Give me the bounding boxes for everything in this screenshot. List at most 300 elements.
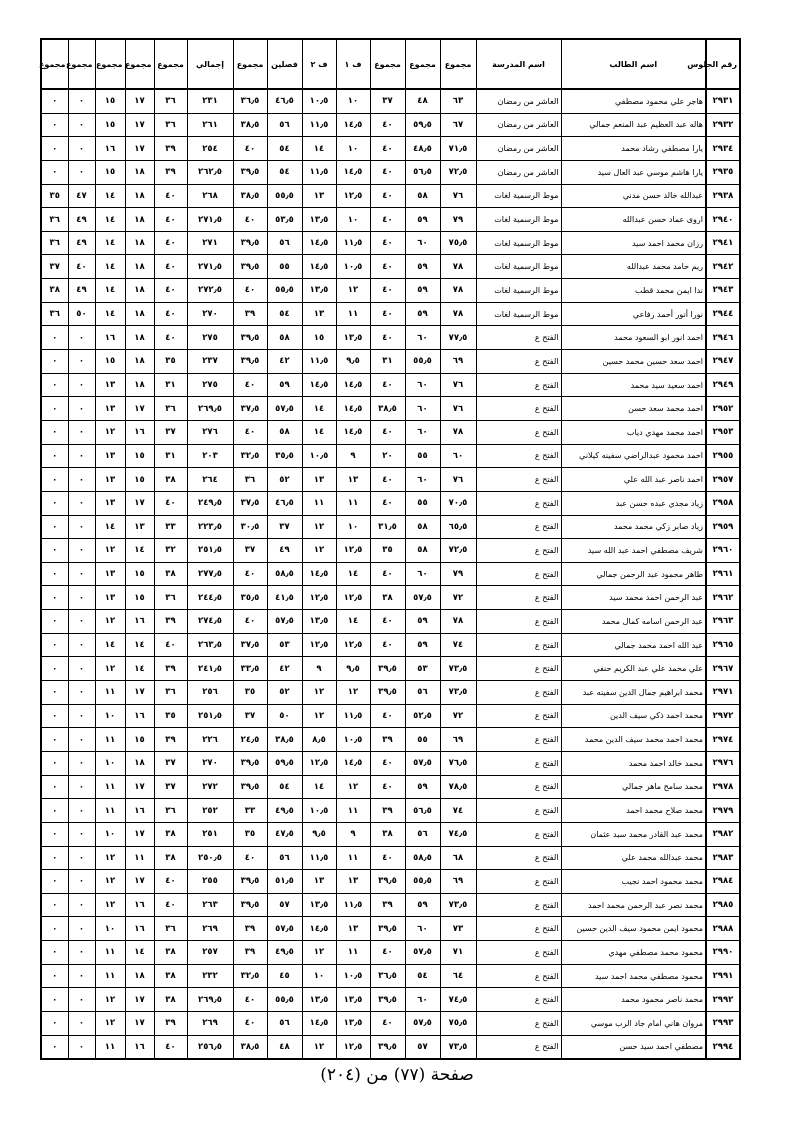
- term-1-cell: ١٤: [336, 562, 370, 586]
- total-9-cell: ٠: [41, 610, 68, 634]
- total-2-cell: ٥٩: [405, 255, 440, 279]
- total-5-cell: ٣٨: [154, 468, 187, 492]
- student-name-cell: احمد محمد مهدي دياب: [561, 420, 706, 444]
- table-row: [41, 728, 740, 752]
- total-7-cell: ١٢: [95, 539, 125, 563]
- two-terms-cell: ٥٣: [267, 633, 302, 657]
- term-1-cell: ١٠٫٥: [336, 964, 370, 988]
- total-2-cell: ٥٧٫٥: [405, 941, 440, 965]
- total-2-cell: ٥٦: [405, 681, 440, 705]
- total-9-cell: ٠: [41, 468, 68, 492]
- seat-number-cell: ٢٩٧١: [706, 681, 740, 705]
- school-name-cell: موط الرسمية لغات: [476, 279, 561, 303]
- term-1-cell: ١٢٫٥: [336, 184, 370, 208]
- grand-total-cell: ٢٣٧: [187, 350, 233, 374]
- total-1-cell: ٧١: [440, 941, 476, 965]
- term-2-cell: ١٠٫٥: [302, 89, 336, 113]
- total-5-cell: ٣٥: [154, 350, 187, 374]
- term-1-cell: ١٣٫٥: [336, 988, 370, 1012]
- two-terms-cell: ٥٥: [267, 255, 302, 279]
- total-6-cell: ١٨: [125, 373, 154, 397]
- student-name-cell: عبد الرحمن احمد محمد سيد: [561, 586, 706, 610]
- total-2-cell: ٥٣: [405, 657, 440, 681]
- term-2-cell: ١٣٫٥: [302, 988, 336, 1012]
- seat-number-cell: ٢٩٥٩: [706, 515, 740, 539]
- header-seat-number: رقم الجلوس: [706, 39, 740, 89]
- total-7-cell: ١١: [95, 775, 125, 799]
- total-3-cell: ٣١٫٥: [370, 515, 405, 539]
- table-row: [41, 539, 740, 563]
- total-7-cell: ١٤: [95, 184, 125, 208]
- total-8-cell: ٠: [68, 1035, 95, 1059]
- total-4-cell: ٣٦٫٥: [233, 89, 267, 113]
- two-terms-cell: ٥٣٫٥: [267, 208, 302, 232]
- term-2-cell: ١٠٫٥: [302, 799, 336, 823]
- total-6-cell: ١٨: [125, 208, 154, 232]
- grand-total-cell: ٢٥٦٫٥: [187, 1035, 233, 1059]
- term-2-cell: ١٢: [302, 704, 336, 728]
- total-4-cell: ٣٨٫٥: [233, 184, 267, 208]
- term-2-cell: ١٤٫٥: [302, 917, 336, 941]
- total-1-cell: ٦٧: [440, 113, 476, 137]
- table-row: [41, 420, 740, 444]
- total-6-cell: ١٦: [125, 917, 154, 941]
- total-9-cell: ٣٥: [41, 184, 68, 208]
- table-row: [41, 1035, 740, 1059]
- total-5-cell: ٣٦: [154, 113, 187, 137]
- student-name-cell: محمد ابراهيم جمال الدين سفينه عبد: [561, 681, 706, 705]
- total-2-cell: ٦٠: [405, 988, 440, 1012]
- header-total-6: مجموع: [125, 39, 154, 89]
- total-9-cell: ٠: [41, 515, 68, 539]
- term-1-cell: ١١٫٥: [336, 231, 370, 255]
- total-7-cell: ١١: [95, 941, 125, 965]
- total-9-cell: ٠: [41, 846, 68, 870]
- school-name-cell: الفتح ع: [476, 468, 561, 492]
- total-4-cell: ٣٩: [233, 302, 267, 326]
- two-terms-cell: ٤٥: [267, 964, 302, 988]
- total-5-cell: ٤٠: [154, 184, 187, 208]
- total-8-cell: ٠: [68, 917, 95, 941]
- total-8-cell: ٠: [68, 775, 95, 799]
- school-name-cell: الفتح ع: [476, 539, 561, 563]
- seat-number-cell: ٢٩٩٣: [706, 1011, 740, 1035]
- grand-total-cell: ٢٧٠: [187, 302, 233, 326]
- total-3-cell: ٣٨: [370, 586, 405, 610]
- two-terms-cell: ٥٨٫٥: [267, 562, 302, 586]
- table-row: [41, 751, 740, 775]
- total-5-cell: ٤٠: [154, 893, 187, 917]
- total-6-cell: ١٦: [125, 610, 154, 634]
- total-1-cell: ٧٨: [440, 302, 476, 326]
- seat-number-cell: ٢٩٤٣: [706, 279, 740, 303]
- total-3-cell: ٤٠: [370, 941, 405, 965]
- total-6-cell: ١٦: [125, 893, 154, 917]
- total-6-cell: ١٧: [125, 775, 154, 799]
- school-name-cell: الفتح ع: [476, 515, 561, 539]
- two-terms-cell: ٥٧٫٥: [267, 917, 302, 941]
- total-4-cell: ٤٠: [233, 1011, 267, 1035]
- total-6-cell: ١٥: [125, 444, 154, 468]
- table-row: [41, 846, 740, 870]
- total-6-cell: ١٧: [125, 113, 154, 137]
- student-name-cell: احمد سعد حسين محمد حسين: [561, 350, 706, 374]
- header-total-8: مجموع: [68, 39, 95, 89]
- total-7-cell: ١٦: [95, 137, 125, 161]
- table-row: [41, 822, 740, 846]
- total-6-cell: ١٥: [125, 586, 154, 610]
- total-3-cell: ٤٠: [370, 160, 405, 184]
- total-3-cell: ٣٧: [370, 89, 405, 113]
- school-name-cell: الفتح ع: [476, 491, 561, 515]
- total-4-cell: ٤٠: [233, 562, 267, 586]
- total-9-cell: ٣٧: [41, 255, 68, 279]
- total-9-cell: ٠: [41, 397, 68, 421]
- total-1-cell: ٧٢٫٥: [440, 539, 476, 563]
- two-terms-cell: ٣٨٫٥: [267, 728, 302, 752]
- total-8-cell: ٤٩: [68, 279, 95, 303]
- total-8-cell: ٠: [68, 444, 95, 468]
- term-2-cell: ١٢٫٥: [302, 633, 336, 657]
- two-terms-cell: ٤٨: [267, 1035, 302, 1059]
- total-5-cell: ٣٨: [154, 562, 187, 586]
- grand-total-cell: ٢٧٢: [187, 775, 233, 799]
- grand-total-cell: ٢٥٦: [187, 681, 233, 705]
- total-7-cell: ١٣: [95, 468, 125, 492]
- student-name-cell: احمد انور ابو السعود محمد: [561, 326, 706, 350]
- total-1-cell: ٦٩: [440, 728, 476, 752]
- total-5-cell: ٣٩: [154, 610, 187, 634]
- grand-total-cell: ٢٧٥: [187, 373, 233, 397]
- term-1-cell: ١٢٫٥: [336, 633, 370, 657]
- school-name-cell: الفتح ع: [476, 917, 561, 941]
- total-3-cell: ٤٠: [370, 279, 405, 303]
- total-3-cell: ٤٠: [370, 1011, 405, 1035]
- two-terms-cell: ٥٢: [267, 681, 302, 705]
- total-2-cell: ٥٦: [405, 822, 440, 846]
- school-name-cell: الفتح ع: [476, 964, 561, 988]
- grand-total-cell: ٢٦٩٫٥: [187, 397, 233, 421]
- grand-total-cell: ٢٦٣: [187, 893, 233, 917]
- total-6-cell: ١٧: [125, 681, 154, 705]
- school-name-cell: الفتح ع: [476, 893, 561, 917]
- total-9-cell: ٠: [41, 822, 68, 846]
- total-6-cell: ١٧: [125, 870, 154, 894]
- grand-total-cell: ٢٦١: [187, 113, 233, 137]
- total-1-cell: ٧٨: [440, 279, 476, 303]
- seat-number-cell: ٢٩٣٤: [706, 137, 740, 161]
- total-9-cell: ٠: [41, 420, 68, 444]
- school-name-cell: الفتح ع: [476, 681, 561, 705]
- total-7-cell: ١٠: [95, 917, 125, 941]
- total-4-cell: ٣٥: [233, 822, 267, 846]
- total-3-cell: ٣٩٫٥: [370, 870, 405, 894]
- total-4-cell: ٣٢٫٥: [233, 964, 267, 988]
- total-4-cell: ٣٣: [233, 799, 267, 823]
- total-8-cell: ٤٩: [68, 208, 95, 232]
- two-terms-cell: ٥٧٫٥: [267, 397, 302, 421]
- total-4-cell: ٣٩٫٥: [233, 893, 267, 917]
- term-2-cell: ١٤: [302, 420, 336, 444]
- total-4-cell: ٤٠: [233, 208, 267, 232]
- total-6-cell: ١٨: [125, 255, 154, 279]
- term-1-cell: ١٣: [336, 917, 370, 941]
- term-1-cell: ١٤٫٥: [336, 160, 370, 184]
- total-6-cell: ١٨: [125, 326, 154, 350]
- header-school-name: اسم المدرسة: [476, 39, 561, 89]
- total-3-cell: ٣٩: [370, 799, 405, 823]
- total-5-cell: ٤٠: [154, 302, 187, 326]
- total-4-cell: ٣٧: [233, 539, 267, 563]
- total-5-cell: ٣٥: [154, 704, 187, 728]
- total-3-cell: ٣٩: [370, 728, 405, 752]
- total-9-cell: ٠: [41, 113, 68, 137]
- grand-total-cell: ٢٣١: [187, 89, 233, 113]
- total-4-cell: ٤٠: [233, 137, 267, 161]
- table-row: [41, 704, 740, 728]
- total-5-cell: ٣٩: [154, 1011, 187, 1035]
- total-2-cell: ٤٨: [405, 89, 440, 113]
- total-5-cell: ٣٦: [154, 917, 187, 941]
- table-body: [41, 89, 740, 1059]
- header-total-2: مجموع: [405, 39, 440, 89]
- total-6-cell: ١٧: [125, 988, 154, 1012]
- table-row: [41, 113, 740, 137]
- total-6-cell: ١٤: [125, 539, 154, 563]
- total-2-cell: ٥٨٫٥: [405, 846, 440, 870]
- grand-total-cell: ٢٥٠٫٥: [187, 846, 233, 870]
- grand-total-cell: ٢٧١٫٥: [187, 255, 233, 279]
- term-2-cell: ٩٫٥: [302, 822, 336, 846]
- total-4-cell: ٤٠: [233, 988, 267, 1012]
- school-name-cell: العاشر من رمضان: [476, 89, 561, 113]
- total-2-cell: ٥٦٫٥: [405, 160, 440, 184]
- total-2-cell: ٥٩: [405, 610, 440, 634]
- total-6-cell: ١٦: [125, 1035, 154, 1059]
- term-1-cell: ١٤٫٥: [336, 113, 370, 137]
- total-7-cell: ١٥: [95, 113, 125, 137]
- two-terms-cell: ٥٦: [267, 846, 302, 870]
- school-name-cell: الفتح ع: [476, 704, 561, 728]
- student-name-cell: هاجر علي محمود مصطفي: [561, 89, 706, 113]
- term-1-cell: ١٠: [336, 137, 370, 161]
- total-8-cell: ٤٠: [68, 255, 95, 279]
- total-4-cell: ٤٠: [233, 610, 267, 634]
- total-6-cell: ١٣: [125, 515, 154, 539]
- total-1-cell: ٧٥٫٥: [440, 231, 476, 255]
- seat-number-cell: ٢٩٨٤: [706, 870, 740, 894]
- term-1-cell: ١٠٫٥: [336, 728, 370, 752]
- term-1-cell: ١٠: [336, 89, 370, 113]
- term-1-cell: ١٤٫٥: [336, 751, 370, 775]
- school-name-cell: العاشر من رمضان: [476, 160, 561, 184]
- total-8-cell: ٠: [68, 137, 95, 161]
- total-8-cell: ٠: [68, 610, 95, 634]
- total-4-cell: ٣٥٫٥: [233, 586, 267, 610]
- total-3-cell: ٤٠: [370, 610, 405, 634]
- student-name-cell: مصطفي احمد سيد حسن: [561, 1035, 706, 1059]
- student-name-cell: علي محمد علي عبد الكريم حنفي: [561, 657, 706, 681]
- total-8-cell: ٤٧: [68, 184, 95, 208]
- total-3-cell: ٤٠: [370, 208, 405, 232]
- seat-number-cell: ٢٩٣٢: [706, 113, 740, 137]
- term-1-cell: ١٢: [336, 279, 370, 303]
- total-7-cell: ١١: [95, 681, 125, 705]
- total-1-cell: ٧٣٫٥: [440, 893, 476, 917]
- total-9-cell: ٣٦: [41, 231, 68, 255]
- total-8-cell: ٠: [68, 491, 95, 515]
- total-6-cell: ١٥: [125, 468, 154, 492]
- table-row: [41, 964, 740, 988]
- student-name-cell: مروان هاني امام جاد الرب موسي: [561, 1011, 706, 1035]
- term-2-cell: ١٤٫٥: [302, 231, 336, 255]
- total-7-cell: ١٢: [95, 657, 125, 681]
- total-8-cell: ٠: [68, 941, 95, 965]
- total-3-cell: ٤٠: [370, 184, 405, 208]
- total-9-cell: ٠: [41, 1035, 68, 1059]
- total-7-cell: ١٤: [95, 515, 125, 539]
- term-2-cell: ٨٫٥: [302, 728, 336, 752]
- header-term-1: ف ١: [336, 39, 370, 89]
- term-2-cell: ١١: [302, 491, 336, 515]
- term-2-cell: ١١٫٥: [302, 350, 336, 374]
- term-2-cell: ١٢: [302, 515, 336, 539]
- total-7-cell: ١٢: [95, 420, 125, 444]
- total-1-cell: ٧٤٫٥: [440, 988, 476, 1012]
- total-2-cell: ٥٩: [405, 302, 440, 326]
- table-row: [41, 326, 740, 350]
- total-7-cell: ١١: [95, 799, 125, 823]
- total-9-cell: ٠: [41, 633, 68, 657]
- two-terms-cell: ٤٢: [267, 350, 302, 374]
- term-2-cell: ١٣٫٥: [302, 208, 336, 232]
- total-8-cell: ٠: [68, 420, 95, 444]
- total-5-cell: ٣٦: [154, 586, 187, 610]
- seat-number-cell: ٢٩٤٦: [706, 326, 740, 350]
- two-terms-cell: ٥٦: [267, 113, 302, 137]
- seat-number-cell: ٢٩٦٧: [706, 657, 740, 681]
- term-2-cell: ١٣٫٥: [302, 610, 336, 634]
- total-5-cell: ٣٩: [154, 728, 187, 752]
- total-5-cell: ٤٠: [154, 279, 187, 303]
- total-6-cell: ١٦: [125, 799, 154, 823]
- student-name-cell: احمد سعيد سيد محمد: [561, 373, 706, 397]
- total-6-cell: ١٥: [125, 562, 154, 586]
- results-table: [40, 38, 741, 1060]
- table-row: [41, 870, 740, 894]
- total-3-cell: ٢٠: [370, 444, 405, 468]
- seat-number-cell: ٢٩٩١: [706, 964, 740, 988]
- total-5-cell: ٣٩: [154, 137, 187, 161]
- total-5-cell: ٤٠: [154, 208, 187, 232]
- total-2-cell: ٥٧٫٥: [405, 1011, 440, 1035]
- term-2-cell: ١٤: [302, 397, 336, 421]
- school-name-cell: الفتح ع: [476, 988, 561, 1012]
- seat-number-cell: ٢٩٤٩: [706, 373, 740, 397]
- table-row: [41, 160, 740, 184]
- total-7-cell: ١٢: [95, 846, 125, 870]
- school-name-cell: الفتح ع: [476, 420, 561, 444]
- total-5-cell: ٤٠: [154, 255, 187, 279]
- term-1-cell: ١٤٫٥: [336, 420, 370, 444]
- student-name-cell: عبدالله خالد حسن مدني: [561, 184, 706, 208]
- total-9-cell: ٠: [41, 751, 68, 775]
- total-3-cell: ٤٠: [370, 302, 405, 326]
- grand-total-cell: ٢٥٥: [187, 870, 233, 894]
- term-2-cell: ١٤: [302, 775, 336, 799]
- results-table-wrapper: [38, 38, 741, 1060]
- grand-total-cell: ٢٧٦: [187, 420, 233, 444]
- total-7-cell: ١٠: [95, 704, 125, 728]
- seat-number-cell: ٢٩٨٥: [706, 893, 740, 917]
- total-9-cell: ٠: [41, 728, 68, 752]
- total-1-cell: ٦٨: [440, 846, 476, 870]
- total-7-cell: ١٤: [95, 231, 125, 255]
- term-2-cell: ١٤٫٥: [302, 373, 336, 397]
- student-name-cell: محمد احمد ذكي سيف الدين: [561, 704, 706, 728]
- total-5-cell: ٣٧: [154, 420, 187, 444]
- total-7-cell: ١٣: [95, 373, 125, 397]
- school-name-cell: الفتح ع: [476, 799, 561, 823]
- term-2-cell: ١٢: [302, 941, 336, 965]
- two-terms-cell: ٥٧٫٥: [267, 610, 302, 634]
- term-2-cell: ١٢٫٥: [302, 586, 336, 610]
- total-1-cell: ٧٣٫٥: [440, 657, 476, 681]
- total-7-cell: ١٣: [95, 491, 125, 515]
- total-7-cell: ١٢: [95, 870, 125, 894]
- total-6-cell: ١٨: [125, 302, 154, 326]
- total-4-cell: ٣٩٫٥: [233, 326, 267, 350]
- term-2-cell: ١٤: [302, 137, 336, 161]
- two-terms-cell: ٥٤: [267, 775, 302, 799]
- two-terms-cell: ٣٥٫٥: [267, 444, 302, 468]
- seat-number-cell: ٢٩٥٥: [706, 444, 740, 468]
- grand-total-cell: ٢٤٤٫٥: [187, 586, 233, 610]
- table-row: [41, 302, 740, 326]
- total-5-cell: ٣١: [154, 444, 187, 468]
- student-name-cell: محمد احمد محمد سيف الدين محمد: [561, 728, 706, 752]
- total-7-cell: ١٥: [95, 160, 125, 184]
- total-5-cell: ٣٨: [154, 941, 187, 965]
- total-2-cell: ٦٠: [405, 468, 440, 492]
- term-1-cell: ١٠: [336, 515, 370, 539]
- header-term-2: ف ٢: [302, 39, 336, 89]
- total-9-cell: ٠: [41, 799, 68, 823]
- total-7-cell: ١٣: [95, 444, 125, 468]
- total-1-cell: ٦٥٫٥: [440, 515, 476, 539]
- table-header-row: [41, 39, 740, 89]
- total-2-cell: ٦٠: [405, 562, 440, 586]
- total-2-cell: ٥٩: [405, 775, 440, 799]
- total-3-cell: ٤٠: [370, 326, 405, 350]
- term-2-cell: ١٣٫٥: [302, 279, 336, 303]
- term-1-cell: ١٢٫٥: [336, 539, 370, 563]
- total-2-cell: ٥٢٫٥: [405, 704, 440, 728]
- seat-number-cell: ٢٩٩٤: [706, 1035, 740, 1059]
- total-8-cell: ٠: [68, 988, 95, 1012]
- total-8-cell: ٠: [68, 633, 95, 657]
- two-terms-cell: ٣٧: [267, 515, 302, 539]
- term-2-cell: ١٣: [302, 468, 336, 492]
- total-6-cell: ١٤: [125, 657, 154, 681]
- seat-number-cell: ٢٩٦٣: [706, 610, 740, 634]
- school-name-cell: الفتح ع: [476, 586, 561, 610]
- student-name-cell: احمد محمد سعد حسن: [561, 397, 706, 421]
- total-5-cell: ٤٠: [154, 491, 187, 515]
- grand-total-cell: ٢٦٨: [187, 184, 233, 208]
- total-2-cell: ٥٥: [405, 444, 440, 468]
- total-2-cell: ٥٥٫٥: [405, 870, 440, 894]
